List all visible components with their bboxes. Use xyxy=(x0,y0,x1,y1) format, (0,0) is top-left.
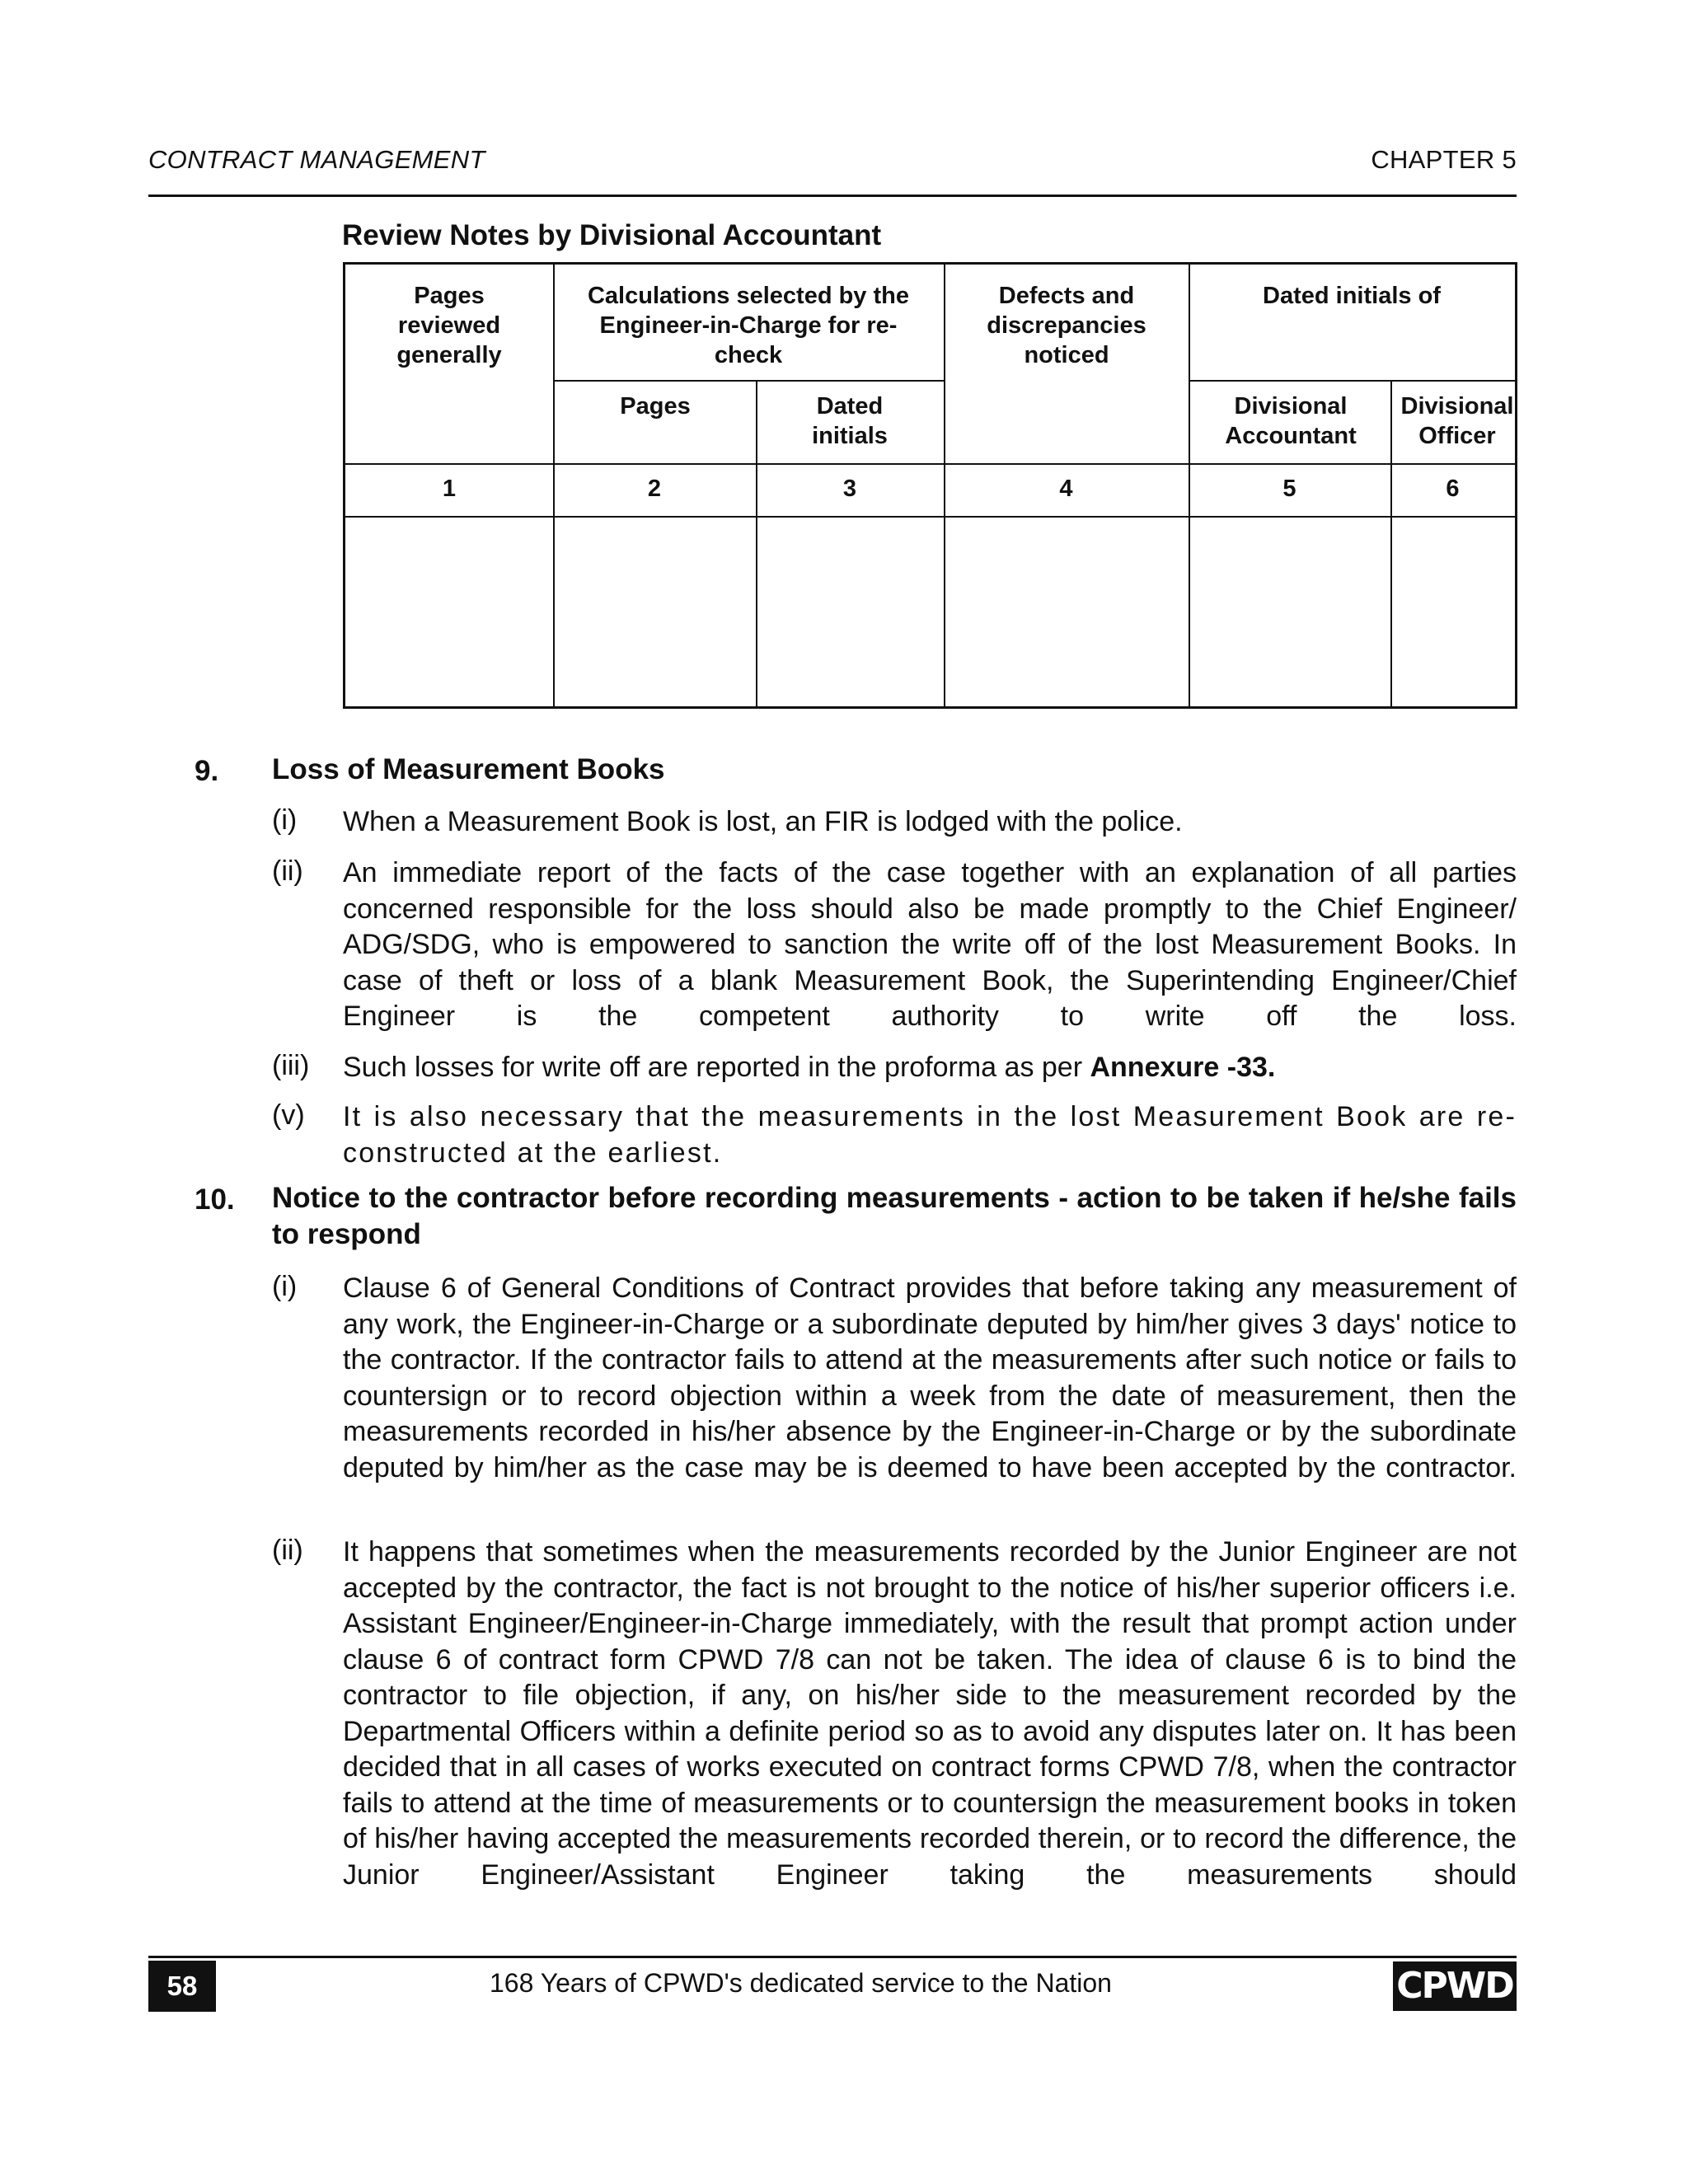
col-number: 1 xyxy=(442,476,457,502)
col-calculations-header: Calculations selected by the Engineer-in-Charge for re-check xyxy=(587,283,909,368)
col-number: 6 xyxy=(1446,476,1460,502)
section-10-number: 10. xyxy=(195,1183,235,1216)
footer-rule xyxy=(148,1956,1517,1958)
col-divisional-officer-header: Divisional Officer xyxy=(1400,393,1514,449)
item-number: (v) xyxy=(272,1099,305,1131)
section-9-item-iii: Such losses for write off are reported in the proforma as per Annexure -33. xyxy=(343,1052,1276,1083)
col-divisional-accountant-header: Divisional Accountant xyxy=(1225,393,1357,449)
section-10-item-ii: It happens that sometimes when the measurements recorded by the Junior Engineer are not accepted by the contractor, the fact is not brought to the notice of his/her superior officers i.e. Assistant Engineer/Engineer-in-Charge immediately, with the result that prompt action under clause 6 of contract form CPWD 7/8 can not be taken. The idea of clause 6 is to bind the contractor to file objection, if any, on his/her side to the measurement recorded by the Departmental Officers within a definite period so as to avoid any disputes later on. It has been decided that in all cases of works executed on contract forms CPWD 7/8, when the contractor fails to attend at the time of measurements or to countersign the measurement books in token of his/her having accepted the measurements recorded therein, or to record the difference, the Junior Engineer/Assistant Engineer taking the measurements should xyxy=(343,1536,1517,1891)
item-number: (ii) xyxy=(272,855,303,887)
item-number: (i) xyxy=(272,804,298,836)
col-defects-header: Defects and discrepancies noticed xyxy=(987,283,1146,368)
item-number: (i) xyxy=(272,1271,298,1302)
page-number: 58 xyxy=(148,1961,216,2012)
section-10-title: Notice to the contractor before recording measurements - action to be taken if he/she fails to respond xyxy=(272,1182,1517,1250)
item-number: (ii) xyxy=(272,1535,303,1566)
cpwd-logo: CPWD xyxy=(1393,1961,1517,2011)
col-pages-reviewed-header: Pages reviewed generally xyxy=(396,283,502,368)
col-number: 4 xyxy=(1059,476,1073,502)
col-number: 3 xyxy=(842,476,857,502)
section-9-title: Loss of Measurement Books xyxy=(272,753,665,785)
footer-tagline: 168 Years of CPWD's dedicated service to the Nation xyxy=(490,1968,1112,1998)
item-number: (iii) xyxy=(272,1050,310,1081)
section-9-item-v: It is also necessary that the measurements in the lost Measurement Book are re-constructed at the earliest. xyxy=(343,1101,1517,1169)
col-dated-initials-group-header: Dated initials of xyxy=(1263,283,1441,309)
col-dated-initials-header: Dated initials xyxy=(812,393,888,449)
section-9-item-ii: An immediate report of the facts of the case together with an explanation of all parties concerned responsible for the loss should also be made promptly to the Chief Engineer/ ADG/SDG, who is empowered to sanction the write off of the lost Measurement Books. In case of theft or loss of a blank Measurement Book, the Superintending Engineer/Chief Engineer is the competent authority to write off the loss. xyxy=(343,857,1517,1032)
running-header-title: CONTRACT MANAGEMENT xyxy=(148,145,485,174)
col-pages-header: Pages xyxy=(620,393,691,419)
review-table-title: Review Notes by Divisional Accountant xyxy=(342,219,882,251)
section-10-item-i: Clause 6 of General Conditions of Contract provides that before taking any measurement of any work, the Engineer-in-Charge or a subordinate deputed by him/her gives 3 days' notice to the contractor. If the contractor fails to attend at the measurements after such notice or fails to countersign or to record objection within a week from the date of measurement, then the measurements recorded in his/her absence by the Engineer-in-Charge or by the subordinate deputed by him/her as the case may be is deemed to have been accepted by the contractor. xyxy=(343,1272,1517,1483)
review-notes-table xyxy=(343,262,1517,709)
col-number: 5 xyxy=(1282,476,1296,502)
col-number: 2 xyxy=(647,476,662,502)
section-9-number: 9. xyxy=(195,755,219,787)
section-9-item-i: When a Measurement Book is lost, an FIR is lodged with the police. xyxy=(343,806,1183,837)
running-header-chapter: CHAPTER 5 xyxy=(1371,145,1517,174)
header-rule xyxy=(148,194,1517,197)
